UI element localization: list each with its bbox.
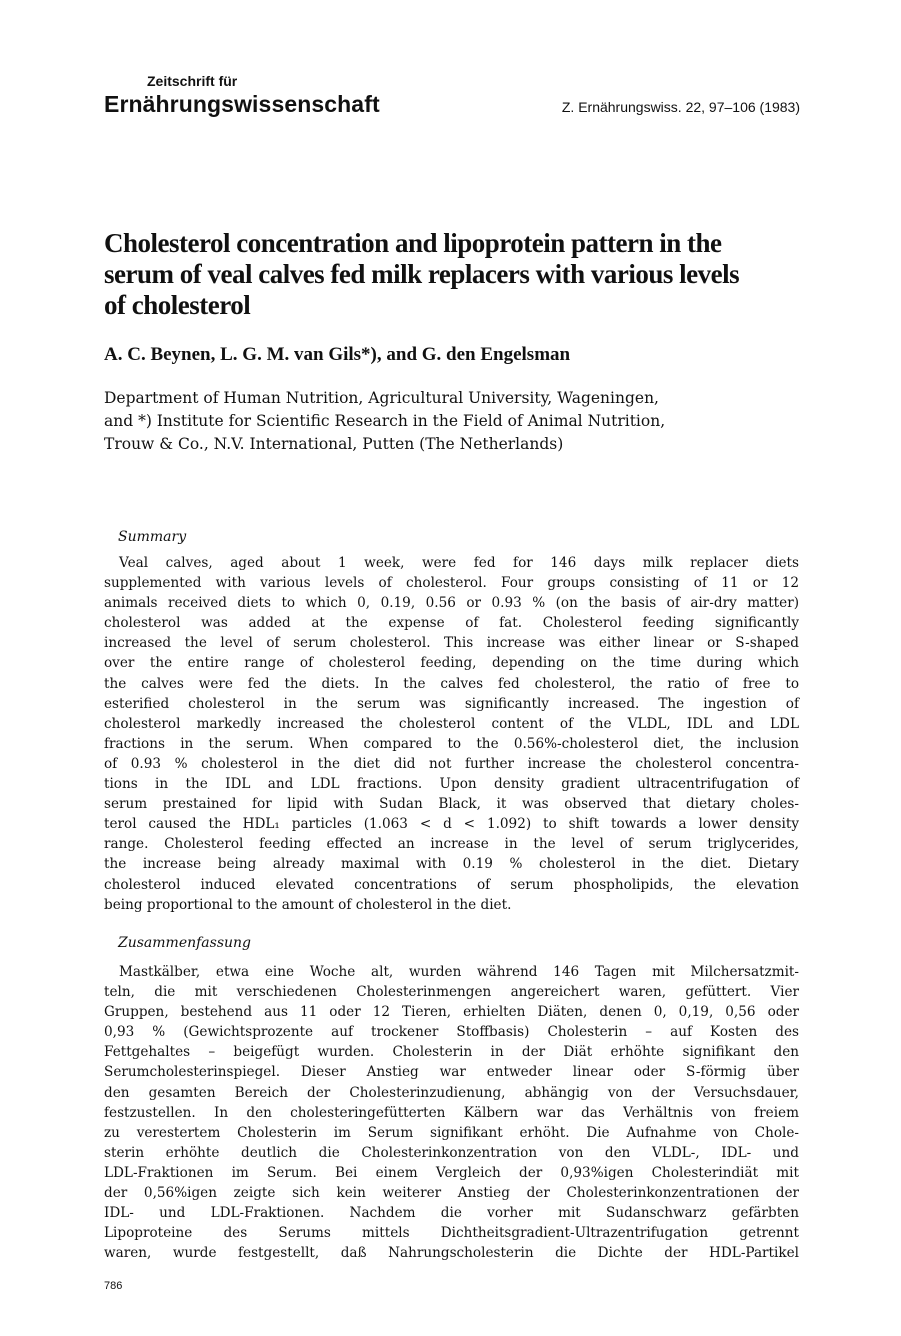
affiliation-line: Trouw & Co., N.V. International, Putten (The Netherlands): [104, 435, 564, 453]
affiliation-line: and *) Institute for Scientific Research in the Field of Animal Nutrition,: [104, 412, 666, 430]
text-line: over the entire range of cholesterol feeding, depending on the time during which: [104, 655, 799, 672]
journal-name-line1: Zeitschrift für: [147, 73, 238, 89]
journal-name-line2: Ernährungswissenschaft: [104, 91, 380, 117]
text-line: supplemented with various levels of cholesterol. Four groups consisting of 11 or 12: [104, 575, 799, 592]
text-line: IDL- und LDL-Fraktionen. Nachdem die vorher mit Sudanschwarz gefärbten: [104, 1205, 799, 1222]
text-line: Lipoproteine des Serums mittels Dichtheitsgradient-Ultrazentrifugation getrennt: [104, 1225, 799, 1242]
article-title-line: serum of veal calves fed milk replacers with various levels: [104, 259, 740, 289]
text-line: the calves were fed the diets. In the calves fed cholesterol, the ratio of free to: [104, 675, 799, 692]
article-affiliation: [104, 387, 804, 456]
journal-citation: Z. Ernährungswiss. 22, 97–106 (1983): [561, 99, 800, 115]
text-line: Serumcholesterinspiegel. Dieser Anstieg war entweder linear oder S-förmig über: [104, 1064, 799, 1081]
text-line: waren, wurde festgestellt, daß Nahrungscholesterin die Dichte der HDL-Partikel: [104, 1245, 799, 1262]
text-line: den gesamten Bereich der Cholesterinzudienung, abhängig von der Versuchsdauer,: [104, 1084, 799, 1101]
text-line: terol caused the HDL₁ particles (1.063 < d < 1.092) to shift towards a lower density: [104, 816, 799, 833]
text-line: zu verestertem Cholesterin im Serum signifikant erhöht. Die Aufnahme von Chole-: [104, 1124, 799, 1141]
text-line: cholesterol induced elevated concentrations of serum phospholipids, the elevation: [104, 876, 799, 893]
text-line: teln, die mit verschiedenen Cholesterinmengen angereichert waren, gefüttert. Vier: [104, 984, 799, 1001]
text-line: increased the level of serum cholesterol. This increase was either linear or S-shaped: [104, 635, 799, 652]
text-line: animals received diets to which 0, 0.19, 0.56 or 0.93 % (on the basis of air-dry matter): [104, 595, 799, 612]
text-line: Veal calves, aged about 1 week, were fed for 146 days milk replacer diets: [119, 555, 799, 571]
text-line: esterified cholesterol in the serum was significantly increased. The ingestion of: [104, 695, 799, 712]
text-line: the increase being already maximal with 0.19 % cholesterol in the diet. Dietary: [104, 856, 799, 873]
text-line: fractions in the serum. When compared to the 0.56%-cholesterol diet, the inclusion: [104, 735, 799, 752]
article-title-line: Cholesterol concentration and lipoprotein pattern in the: [104, 228, 722, 258]
summary-heading: Summary: [118, 529, 187, 545]
text-line: being proportional to the amount of cholesterol in the diet.: [104, 896, 512, 913]
text-line: Gruppen, bestehend aus 11 oder 12 Tieren, erhielten Diäten, denen 0, 0,19, 0,56 oder: [104, 1004, 799, 1021]
affiliation-line: Department of Human Nutrition, Agricultural University, Wageningen,: [104, 389, 659, 407]
text-line: 0,93 % (Gewichtsprozente auf trockener Stoffbasis) Cholesterin – auf Kosten des: [104, 1024, 799, 1041]
page-number: 786: [104, 1280, 123, 1292]
text-line: range. Cholesterol feeding effected an increase in the level of serum triglycerides,: [104, 836, 799, 853]
text-line: tions in the IDL and LDL fractions. Upon density gradient ultracentrifugation of: [104, 776, 799, 793]
article-authors: A. C. Beynen, L. G. M. van Gils*), and G. den Engelsman: [104, 344, 571, 365]
text-line: cholesterol markedly increased the cholesterol content of the VLDL, IDL and LDL: [104, 715, 799, 732]
text-line: LDL-Fraktionen im Serum. Bei einem Vergleich der 0,93%igen Cholesterindiät mit: [104, 1164, 799, 1181]
text-line: serum prestained for lipid with Sudan Black, it was observed that dietary choles-: [104, 796, 799, 813]
zusammenfassung-body: [104, 962, 799, 1263]
text-line: of 0.93 % cholesterol in the diet did not further increase the cholesterol concentra-: [104, 755, 799, 772]
summary-body: [104, 553, 799, 915]
text-line: cholesterol was added at the expense of fat. Cholesterol feeding significantly: [104, 615, 799, 632]
text-line: der 0,56%igen zeigte sich kein weiterer Anstieg der Cholesterinkonzentrationen der: [104, 1185, 799, 1202]
text-line: Mastkälber, etwa eine Woche alt, wurden während 146 Tagen mit Milchersatzmit-: [119, 964, 799, 980]
zusammenfassung-heading: Zusammenfassung: [118, 935, 252, 951]
article-title-line: of cholesterol: [104, 290, 251, 320]
article-title: [104, 228, 824, 321]
text-line: Fettgehaltes – beigefügt wurden. Cholesterin in der Diät erhöhte signifikant den: [104, 1044, 799, 1061]
text-line: festzustellen. In den cholesteringefütterten Kälbern war das Verhältnis von freiem: [104, 1104, 799, 1121]
text-line: sterin erhöhte deutlich die Cholesterinkonzentration von den VLDL-, IDL- und: [104, 1144, 799, 1161]
